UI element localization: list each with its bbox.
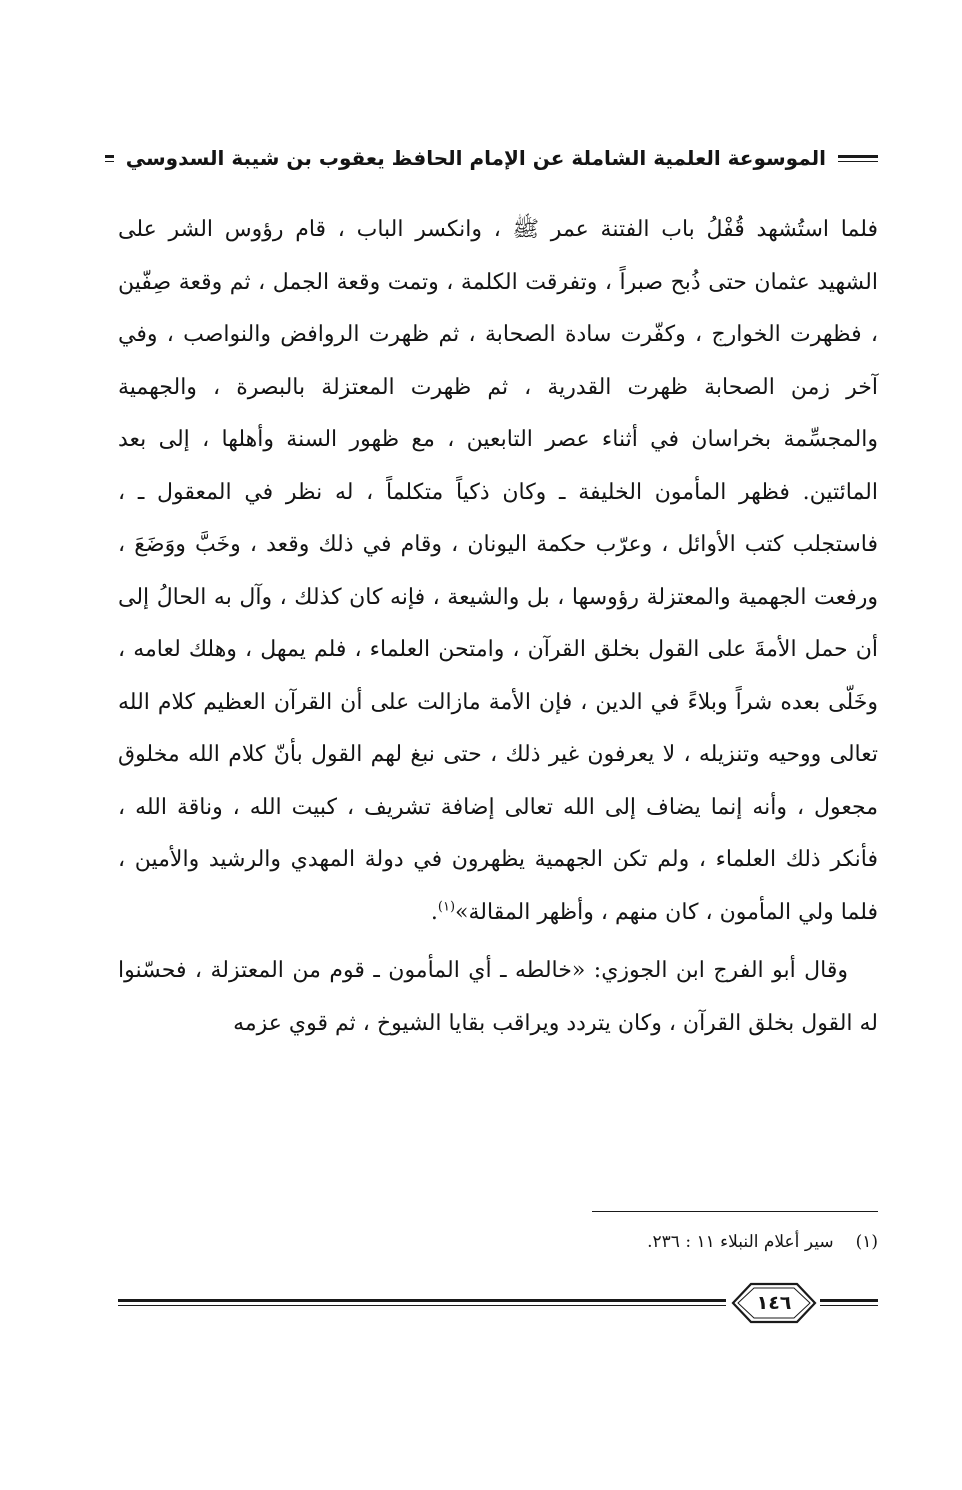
- page-number: ١٤٦: [756, 1292, 792, 1314]
- footnote-separator: [592, 1211, 878, 1212]
- header-title: الموسوعة العلمية الشاملة عن الإمام الحافظ يعقوب بن شيبة السدوسي: [125, 146, 826, 170]
- running-header: [105, 138, 878, 178]
- footer-rule-right: [820, 1299, 878, 1306]
- footnote-reference: (١): [437, 899, 456, 915]
- paragraph-1-end: .: [430, 899, 438, 925]
- paragraph-2: وقال أبو الفرج ابن الجوزي: «خالطه ـ أي المأمون ـ قوم من المعتزلة ، فحسّنوا له القول بخلق القرآن ، وكان يتردد ويراقب بقايا الشيوخ ، ثم قوي عزمه: [118, 958, 878, 1036]
- header-rule-left: [105, 155, 114, 162]
- main-text: [118, 204, 878, 1050]
- footnote-number: (١): [855, 1232, 878, 1252]
- paragraph-1: [118, 204, 878, 939]
- header-rule-right: [838, 155, 878, 162]
- footnote-text: سير أعلام النبلاء ١١ : ٢٣٦.: [647, 1232, 834, 1252]
- footnote: [400, 1232, 878, 1252]
- footer-rule-left: [118, 1299, 726, 1306]
- paragraph-1-text: فلما استُشهد قُفْلُ باب الفتنة عمر ﷺ ، وانكسر الباب ، قام رؤوس الشر على الشهيد عثمان حتى ذُبح صبراً ، وتفرقت الكلمة ، وتمت وقعة الجمل ، ثم وقعة صِفّين ، فظهرت الخوارج ، وكفّرت سادة الصحابة ، ثم ظهرت الروافض والنواصب ، وفي آخر زمن الصحابة ظهرت القدرية ، ثم ظهرت المعتزلة بالبصرة ، والجهمية والمجسِّمة بخراسان في أثناء عصر التابعين ، مع ظهور السنة وأهلها ، إلى بعد المائتين. فظهر المأمون الخليفة ـ وكان ذكياً متكلماً ، له نظر في المعقول ـ ، فاستجلب كتب الأوائل ، وعرّب حكمة اليونان ، وقام في ذلك وقعد ، وخَبَّ ووَضَعَ ، ورفعت الجهمية والمعتزلة رؤوسها ، بل والشيعة ، فإنه كان كذلك ، وآل به الحالُ إلى أن حمل الأمةَ على القول بخلق القرآن ، وامتحن العلماء ، فلم يمهل ، وهلك لعامه ، وخَلّى بعده شراً وبلاءً في الدين ، فإن الأمة مازالت على أن القرآن العظيم كلام الله تعالى ووحيه وتنزيله ، لا يعرفون غير ذلك ، حتى نبغ لهم القول بأنّ كلام الله مخلوق مجعول ، وأنه إنما يضاف إلى الله تعالى إضافة تشريف ، كبيت الله ، وناقة الله ، فأنكر ذلك العلماء ، ولم تكن الجهمية يظهرون في دولة المهدي والرشيد والأمين ، فلما ولي المأمون ، كان منهم ، وأظهر المقالة»: [118, 217, 879, 925]
